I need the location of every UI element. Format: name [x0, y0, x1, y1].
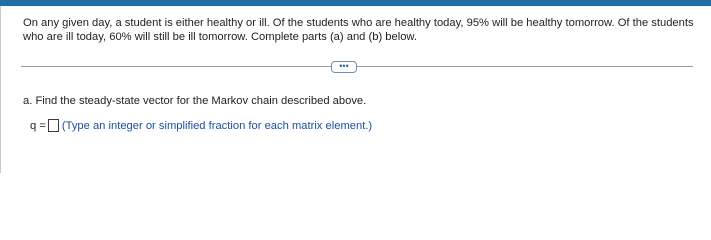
problem-statement: On any given day, a student is either healthy or ill. Of the students who are healthy today, 95% will be healthy tomorrow. Of the students who are ill today, 60% will still be ill tomorrow. Complete parts (a) and (b) below.: [23, 17, 694, 43]
answer-label: q =: [30, 119, 46, 132]
top-accent-bar: [0, 0, 711, 6]
steady-state-answer-input[interactable]: [48, 119, 59, 132]
left-panel-edge: [0, 6, 1, 173]
section-divider: [21, 66, 693, 67]
expand-more-button[interactable]: •••: [331, 61, 357, 73]
answer-hint: (Type an integer or simplified fraction for each matrix element.): [61, 119, 373, 132]
answer-row: [30, 119, 372, 132]
part-a-prompt: a. Find the steady-state vector for the Markov chain described above.: [23, 95, 367, 107]
